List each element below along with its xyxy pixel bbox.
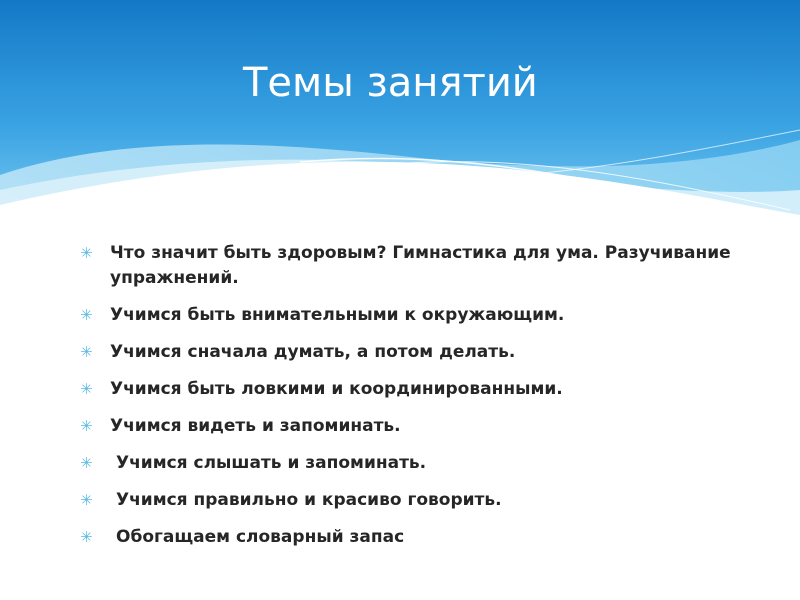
list-item-text: Учимся видеть и запоминать. [110, 416, 401, 436]
list-item [80, 340, 780, 365]
list-item-text: Учимся быть ловкими и координированными. [110, 379, 563, 399]
list-item [80, 451, 780, 476]
list-item-text: Учимся правильно и красиво говорить. [116, 490, 502, 510]
asterisk-bullet-icon: ✳ [80, 343, 93, 361]
list-item-text: Учимся сначала думать, а потом делать. [110, 342, 516, 362]
list-item-text: Учимся слышать и запоминать. [116, 453, 427, 473]
list-item-text: Учимся быть внимательными к окружающим. [110, 305, 565, 325]
asterisk-bullet-icon: ✳ [80, 306, 93, 324]
list-item [80, 414, 780, 439]
list-item [80, 241, 780, 291]
list-item [80, 488, 780, 513]
asterisk-bullet-icon: ✳ [80, 380, 93, 398]
topics-list [80, 241, 780, 562]
wave-header-background [0, 0, 800, 230]
slide-title: Темы занятий [243, 60, 538, 106]
asterisk-bullet-icon: ✳ [80, 528, 93, 546]
asterisk-bullet-icon: ✳ [80, 454, 93, 472]
asterisk-bullet-icon: ✳ [80, 244, 93, 262]
list-item-text: Обогащаем словарный запас [116, 527, 405, 547]
list-item [80, 303, 780, 328]
asterisk-bullet-icon: ✳ [80, 417, 93, 435]
list-item-text: Что значит быть здоровым? Гимнастика для ума. Разучивание упражнений. [110, 243, 731, 288]
list-item [80, 377, 780, 402]
list-item [80, 525, 780, 550]
asterisk-bullet-icon: ✳ [80, 491, 93, 509]
